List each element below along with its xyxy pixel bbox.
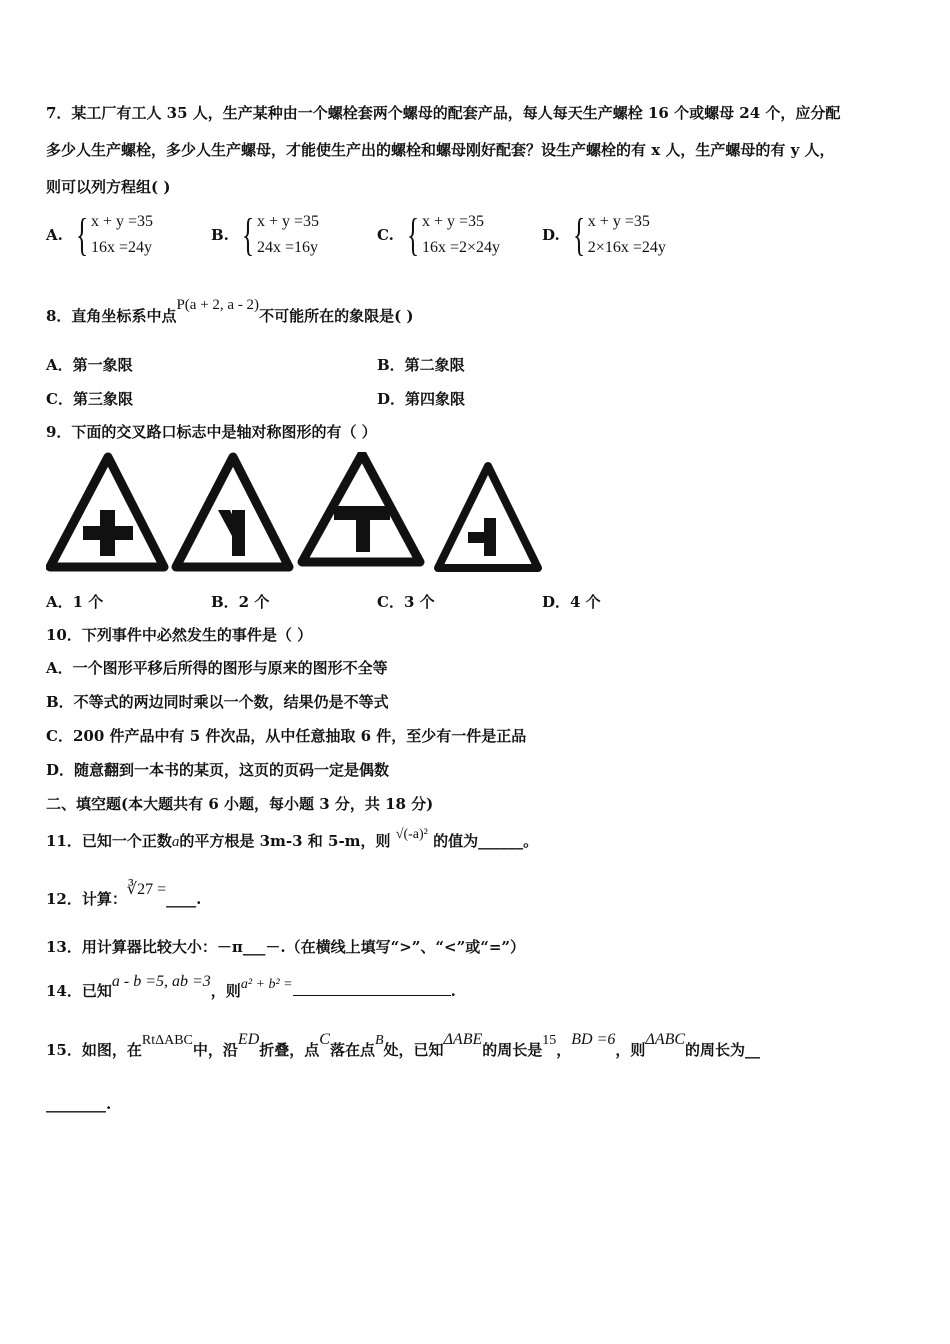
q9-option-c[interactable]: C．3 个 (377, 593, 435, 611)
q14-prefix: 14．已知 (46, 982, 112, 1000)
equation: x + y =35 (587, 213, 650, 230)
q10-option-a[interactable]: A．一个图形平移后所得的图形与原来的图形不全等 (46, 659, 388, 677)
q14-answer-blank[interactable] (293, 981, 451, 996)
q10-stem: 10．下列事件中必然发生的事件是（ ） (46, 626, 313, 644)
q15-b: B (374, 1033, 384, 1048)
q15-line2: ________. (46, 1095, 112, 1113)
q15-text: 中，沿 (192, 1041, 238, 1059)
q14-suffix: . (450, 982, 456, 1000)
option-label: C. (377, 226, 394, 244)
q8-option-c[interactable]: C．第三象限 (46, 390, 133, 408)
q15-c: C (319, 1031, 330, 1048)
q10-option-d[interactable]: D．随意翻到一本书的某页，这页的页码一定是偶数 (46, 761, 390, 779)
q15-text: 的周长为__ (685, 1041, 761, 1059)
equation: x + y =35 (257, 213, 320, 230)
brace-icon: { (406, 209, 420, 260)
q7-option-d[interactable] (542, 209, 666, 261)
q11-var: a (171, 834, 180, 850)
q8-option-a[interactable]: A．第一象限 (46, 356, 133, 374)
q15-abc: ΔABC (645, 1031, 686, 1048)
q12-prefix: 12．计算： (46, 890, 127, 908)
option-label: B. (211, 226, 229, 244)
option-label: A. (46, 226, 63, 244)
section-heading: 二、填空题(本大题共有 6 小题，每小题 3 分，共 18 分) (46, 795, 434, 813)
q8-option-d[interactable]: D．第四象限 (377, 390, 466, 408)
q8-point: P(a + 2, a - 2) (176, 297, 260, 313)
q15-text: ， (556, 1041, 572, 1059)
t-junction-sign-icon (302, 454, 420, 562)
q11 (46, 826, 538, 858)
q7-option-a[interactable] (46, 209, 153, 261)
q9-stem: 9．下面的交叉路口标志中是轴对称图形的有（ ） (46, 423, 377, 441)
q9-option-b[interactable]: B．2 个 (211, 593, 270, 611)
q10-option-b[interactable]: B．不等式的两边同时乘以一个数，结果仍是不等式 (46, 693, 389, 711)
q11-prefix: 11．已知一个正数 (46, 832, 172, 850)
equation: 16x =2×24y (422, 239, 501, 256)
q7-option-b[interactable] (211, 209, 319, 261)
q14-expr: a² + b² = (240, 977, 293, 992)
q11-middle: 的平方根是 3m-3 和 5-m，则 (179, 832, 391, 850)
q13: 13．用计算器比较大小：－π___－.（在横线上填写“>”、“<”或“=”） (46, 938, 526, 956)
equation: 24x =16y (257, 239, 319, 256)
equation: x + y =35 (90, 213, 154, 230)
q15-15: 15 (542, 1033, 557, 1048)
brace-icon: { (241, 209, 255, 260)
q15-bd: BD =6 (571, 1031, 616, 1048)
q8-stem (46, 297, 414, 333)
q9-option-d[interactable]: D．4 个 (542, 593, 601, 611)
q14-mid: ，则 (210, 982, 241, 1000)
q8-suffix: 不可能所在的象限是( ) (259, 307, 414, 325)
q7-option-c[interactable] (377, 209, 500, 261)
option-label: D. (542, 226, 560, 244)
q15-text: 15．如图，在 (46, 1041, 142, 1059)
q11-expr: √(-a)² (395, 827, 428, 842)
q11-suffix: 的值为______。 (433, 832, 539, 850)
q7-line2: 多少人生产螺栓，多少人生产螺母，才能使生产出的螺栓和螺母刚好配套？设生产螺栓的有 x 人，生产螺母的有 y 人， (46, 141, 835, 159)
equation: 2×16x =24y (587, 239, 666, 256)
q12-expr: ∛27 = (126, 881, 167, 898)
crossroads-sign-icon (50, 457, 164, 567)
brace-icon: { (572, 209, 585, 260)
q15 (46, 1031, 761, 1068)
q15-text: 落在点 (329, 1041, 375, 1059)
q15-ed: ED (237, 1031, 260, 1048)
q7-line1: 7．某工厂有工人 35 人，生产某种由一个螺栓套两个螺母的配套产品，每人每天生产螺栓 16 个或螺母 24 个，应分配 (46, 104, 841, 122)
brace-icon: { (75, 209, 88, 260)
q15-text: 折叠，点 (259, 1041, 320, 1059)
q7-line3: 则可以列方程组( ) (46, 178, 171, 196)
q10-option-c[interactable]: C．200 件产品中有 5 件次品，从中任意抽取 6 件，至少有一件是正品 (46, 727, 527, 745)
q15-triangle: RtΔABC (141, 1033, 193, 1048)
q15-abe: ΔABE (443, 1031, 483, 1048)
equation: x + y =35 (422, 213, 485, 230)
traffic-signs-figure (46, 452, 546, 577)
q14 (46, 973, 456, 1008)
side-junction-sign-icon (438, 466, 538, 568)
q8-prefix: 8．直角坐标系中点 (46, 307, 177, 325)
q14-cond: a - b =5, ab =3 (111, 973, 211, 990)
q12 (46, 881, 202, 915)
equation: 16x =24y (90, 239, 152, 256)
q12-suffix: ____. (166, 890, 202, 908)
q9-option-a[interactable]: A．1 个 (46, 593, 104, 611)
q8-option-b[interactable]: B．第二象限 (377, 356, 465, 374)
y-junction-sign-icon (176, 457, 289, 567)
q15-text: 的周长是 (482, 1041, 543, 1059)
q15-text: 处，已知 (383, 1041, 444, 1059)
q15-text: ，则 (615, 1041, 646, 1059)
